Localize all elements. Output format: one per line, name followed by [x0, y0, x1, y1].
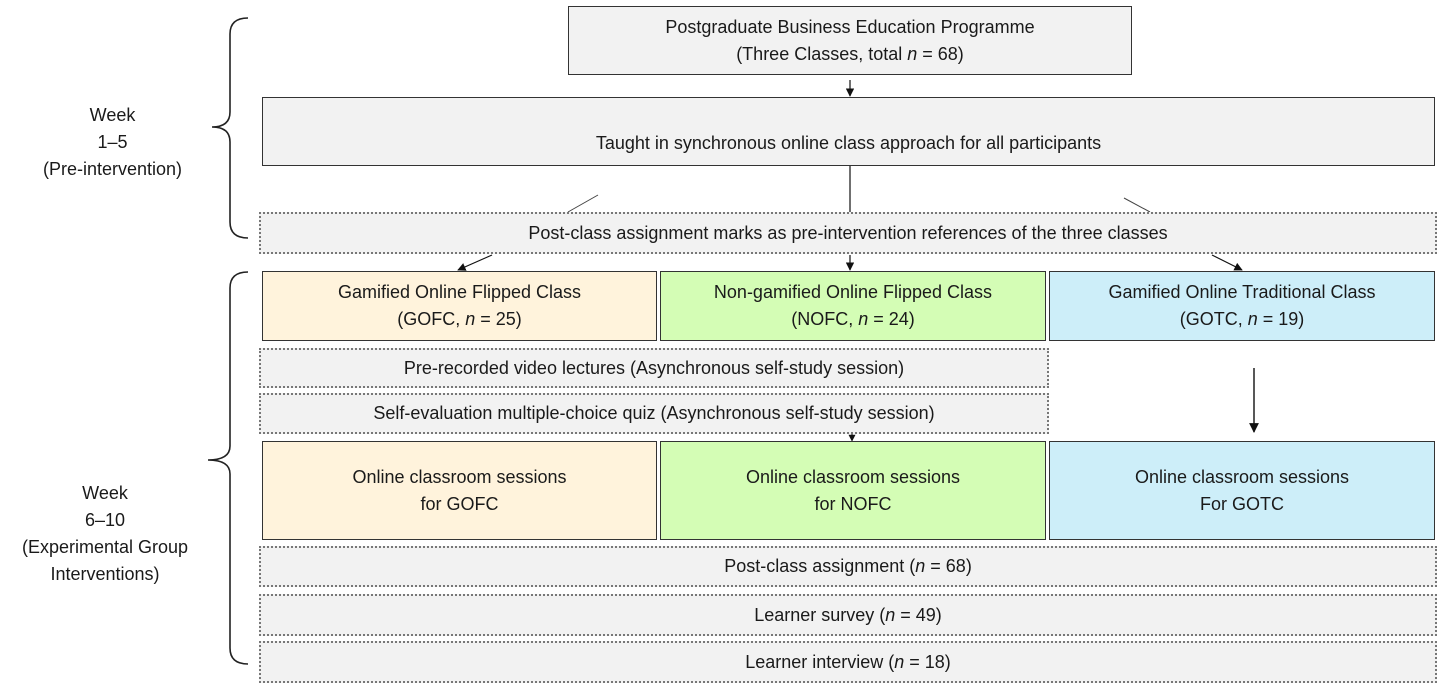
synchronous-box	[262, 97, 1435, 166]
nofc-sessions-line-1: Online classroom sessions	[745, 466, 961, 487]
survey-a: Learner survey (	[754, 604, 886, 625]
pre-intervention-marks-box	[259, 212, 1437, 254]
week-exp-line-2: 6–10	[84, 510, 126, 530]
arrow-to-gotc	[1212, 255, 1242, 270]
gotc-count-a: (GOTC,	[1179, 309, 1248, 329]
post-assignment-n: n	[915, 556, 926, 576]
nofc-sessions-box	[660, 441, 1046, 540]
gotc-count-n: n	[1247, 309, 1258, 329]
learner-survey-text	[754, 602, 942, 629]
post-assignment-a: Post-class assignment (	[724, 556, 916, 576]
interview-b: = 18)	[904, 651, 951, 672]
survey-n: n	[885, 604, 896, 625]
gotc-class-box	[1049, 271, 1435, 341]
learner-interview-box	[259, 641, 1437, 683]
gofc-class-title: Gamified Online Flipped Class	[337, 282, 582, 302]
programme-box	[568, 6, 1132, 75]
nofc-count-a: (NOFC,	[791, 309, 859, 329]
arrow-to-gofc	[458, 255, 492, 270]
quiz-box	[259, 393, 1049, 434]
quiz-text: Self-evaluation multiple-choice quiz (Asynchronous self-study session)	[373, 403, 935, 423]
week-pre-line-3: (Pre-intervention)	[42, 159, 183, 179]
gotc-class-count	[1180, 306, 1305, 333]
brace-pre-intervention	[212, 18, 248, 238]
gofc-class-box	[262, 271, 657, 341]
week-exp-line-1: Week	[82, 483, 128, 503]
programme-subtitle-b: = 68)	[917, 43, 964, 64]
survey-b: = 49)	[895, 604, 942, 625]
gofc-count-n: n	[465, 309, 476, 329]
gotc-sessions-line-2: For GOTC	[1200, 493, 1284, 514]
week-exp-line-3: (Experimental Group	[21, 537, 189, 557]
week-label-pre	[20, 102, 205, 183]
interview-a: Learner interview (	[745, 651, 895, 672]
post-class-assignment-text	[724, 553, 972, 580]
programme-title: Postgraduate Business Education Programme	[665, 16, 1035, 37]
nofc-sessions-line-2: for NOFC	[814, 493, 892, 514]
line-taught-right	[1124, 198, 1150, 212]
week-exp-line-4: Interventions)	[50, 564, 160, 584]
gofc-sessions-line-1: Online classroom sessions	[352, 466, 567, 487]
gofc-class-count	[397, 306, 522, 333]
learner-interview-text	[745, 649, 951, 676]
gofc-count-a: (GOFC,	[397, 309, 466, 329]
gotc-count-b: = 19)	[1257, 309, 1305, 329]
week-pre-line-2: 1–5	[97, 132, 128, 152]
gofc-sessions-box	[262, 441, 657, 540]
gotc-class-title: Gamified Online Traditional Class	[1108, 282, 1376, 302]
week-pre-line-1: Week	[89, 105, 136, 125]
synchronous-text: Taught in synchronous online class approach for all participants	[595, 133, 1102, 153]
post-assignment-b: = 68)	[925, 556, 972, 576]
post-class-assignment-box	[259, 546, 1437, 587]
nofc-class-count	[791, 306, 915, 333]
gofc-sessions-line-2: for GOFC	[420, 493, 499, 514]
video-lectures-text: Pre-recorded video lectures (Asynchronous self-study session)	[403, 357, 905, 378]
learner-survey-box	[259, 594, 1437, 636]
programme-subtitle-a: (Three Classes, total	[736, 43, 908, 64]
nofc-class-box	[660, 271, 1046, 341]
pre-intervention-marks-text: Post-class assignment marks as pre-intervention references of the three classes	[528, 222, 1168, 243]
nofc-count-b: = 24)	[868, 309, 915, 329]
programme-n: n	[907, 43, 918, 64]
programme-subtitle	[736, 41, 964, 68]
nofc-class-title: Non-gamified Online Flipped Class	[713, 282, 993, 302]
line-taught-left	[568, 195, 598, 212]
nofc-count-n: n	[858, 309, 869, 329]
gofc-count-b: = 25)	[475, 309, 522, 329]
week-label-experimental	[5, 480, 205, 588]
brace-experimental	[208, 272, 248, 664]
gotc-sessions-box	[1049, 441, 1435, 540]
interview-n: n	[894, 651, 905, 672]
video-lectures-box	[259, 348, 1049, 388]
gotc-sessions-line-1: Online classroom sessions	[1134, 466, 1350, 487]
